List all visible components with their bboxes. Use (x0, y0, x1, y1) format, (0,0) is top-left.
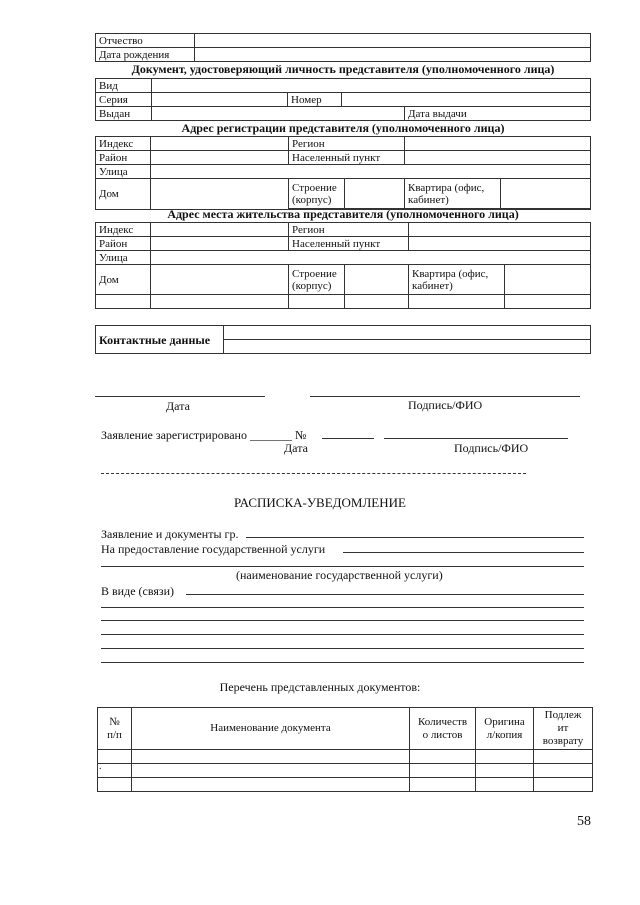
issued-by-field[interactable] (152, 107, 405, 121)
reg-address-table (95, 136, 591, 210)
form-line-1[interactable] (186, 594, 584, 595)
id-doc-table (95, 78, 591, 121)
form-line-6[interactable] (101, 662, 584, 663)
contacts-table (95, 325, 591, 354)
doc-number-field[interactable] (342, 93, 591, 107)
service-for-line[interactable] (343, 552, 584, 553)
reg-apartment-label: Квартира (офис, кабинет) (405, 179, 501, 209)
registered-number-line[interactable] (322, 438, 374, 439)
cut-line (101, 473, 526, 474)
table-row[interactable]: . (98, 764, 132, 778)
reg-house-field[interactable] (151, 179, 289, 210)
res-index-label: Индекс (96, 223, 151, 237)
form-line-2[interactable] (101, 607, 584, 608)
registered-signature-line[interactable] (384, 438, 568, 439)
res-locality-label: Населенный пункт (289, 237, 409, 251)
res-district-label: Район (96, 237, 151, 251)
docs-list-title: Перечень представленных документов: (219, 680, 421, 694)
reg-building-field[interactable] (345, 179, 405, 209)
table-row[interactable] (98, 750, 132, 764)
res-region-label: Регион (289, 223, 409, 237)
reg-district-field[interactable] (151, 151, 289, 165)
patronymic-label: Отчество (96, 34, 195, 48)
service-name-line[interactable] (101, 566, 584, 567)
issue-date-label: Дата выдачи (405, 107, 591, 121)
contacts-label: Контактные данные (96, 326, 224, 354)
signature-line[interactable] (310, 396, 580, 397)
res-house-field[interactable] (151, 265, 289, 295)
reg-region-field[interactable] (405, 137, 591, 151)
col-sheets-header: Количеств о листов (410, 708, 476, 750)
res-house-label: Дом (96, 265, 151, 295)
top-rows-table (95, 33, 591, 62)
form-line-3[interactable] (101, 620, 584, 621)
page-number: 58 (577, 814, 591, 829)
doc-type-field[interactable] (152, 79, 591, 93)
reg-address-heading: Адрес регистрации представителя (уполномоченного лица) (181, 121, 505, 135)
service-for-label: На предоставление государственной услуги (101, 542, 326, 556)
docs-from-label: Заявление и документы гр. (101, 527, 239, 541)
doc-series-field[interactable] (152, 93, 288, 107)
reg-apartment-field[interactable] (501, 179, 591, 209)
receipt-title: РАСПИСКА-УВЕДОМЛЕНИЕ (234, 495, 406, 510)
contacts-field-2[interactable] (224, 340, 591, 354)
col-return-header: Подлеж ит возврату (534, 708, 593, 750)
contacts-field-1[interactable] (224, 326, 591, 340)
patronymic-field[interactable] (195, 34, 591, 48)
docs-from-line[interactable] (246, 537, 584, 538)
reg-index-label: Индекс (96, 137, 151, 151)
reg-building-label: Строение (корпус) (289, 179, 345, 209)
birth-date-label: Дата рождения (96, 48, 195, 62)
res-district-field[interactable] (151, 237, 289, 251)
id-doc-heading: Документ, удостоверяющий личность представителя (уполномоченного лица) (131, 62, 555, 76)
reg-house-label: Дом (96, 179, 151, 210)
res-apartment-label: Квартира (офис, кабинет) (409, 265, 505, 295)
res-region-field[interactable] (409, 223, 591, 237)
doc-number-label: Номер (288, 93, 342, 107)
res-address-table (95, 222, 591, 309)
date-caption: Дата (166, 399, 190, 413)
registered-signature-caption: Подпись/ФИО (454, 441, 529, 455)
res-address-heading: Адрес места жительства представителя (уполномоченного лица) (167, 207, 519, 221)
form-line-4[interactable] (101, 634, 584, 635)
service-name-caption: (наименование государственной услуги) (236, 568, 443, 582)
reg-locality-field[interactable] (405, 151, 591, 165)
signature-caption: Подпись/ФИО (408, 398, 483, 412)
reg-street-label: Улица (96, 165, 151, 179)
res-index-field[interactable] (151, 223, 289, 237)
col-original-header: Оригина л/копия (476, 708, 534, 750)
form-line-5[interactable] (101, 648, 584, 649)
form-label: В виде (связи) (101, 584, 175, 598)
res-building-field[interactable] (345, 265, 409, 295)
docs-table (97, 707, 593, 792)
res-street-label: Улица (96, 251, 151, 265)
reg-locality-label: Населенный пункт (289, 151, 405, 165)
birth-date-field[interactable] (195, 48, 591, 62)
date-line[interactable] (95, 396, 265, 397)
res-building-label: Строение (корпус) (289, 265, 345, 295)
doc-series-label: Серия (96, 93, 152, 107)
table-row[interactable] (98, 778, 132, 792)
reg-district-label: Район (96, 151, 151, 165)
res-street-field[interactable] (151, 251, 591, 265)
issued-by-label: Выдан (96, 107, 152, 121)
res-apartment-field[interactable] (505, 265, 591, 295)
reg-index-field[interactable] (151, 137, 289, 151)
col-name-header: Наименование документа (132, 708, 410, 750)
registered-text: Заявление зарегистрировано _______ № (101, 428, 307, 442)
res-locality-field[interactable] (409, 237, 591, 251)
reg-region-label: Регион (289, 137, 405, 151)
doc-type-label: Вид (96, 79, 152, 93)
col-number-header: № п/п (98, 708, 132, 750)
registered-date-caption: Дата (284, 441, 308, 455)
reg-street-field[interactable] (151, 165, 591, 179)
